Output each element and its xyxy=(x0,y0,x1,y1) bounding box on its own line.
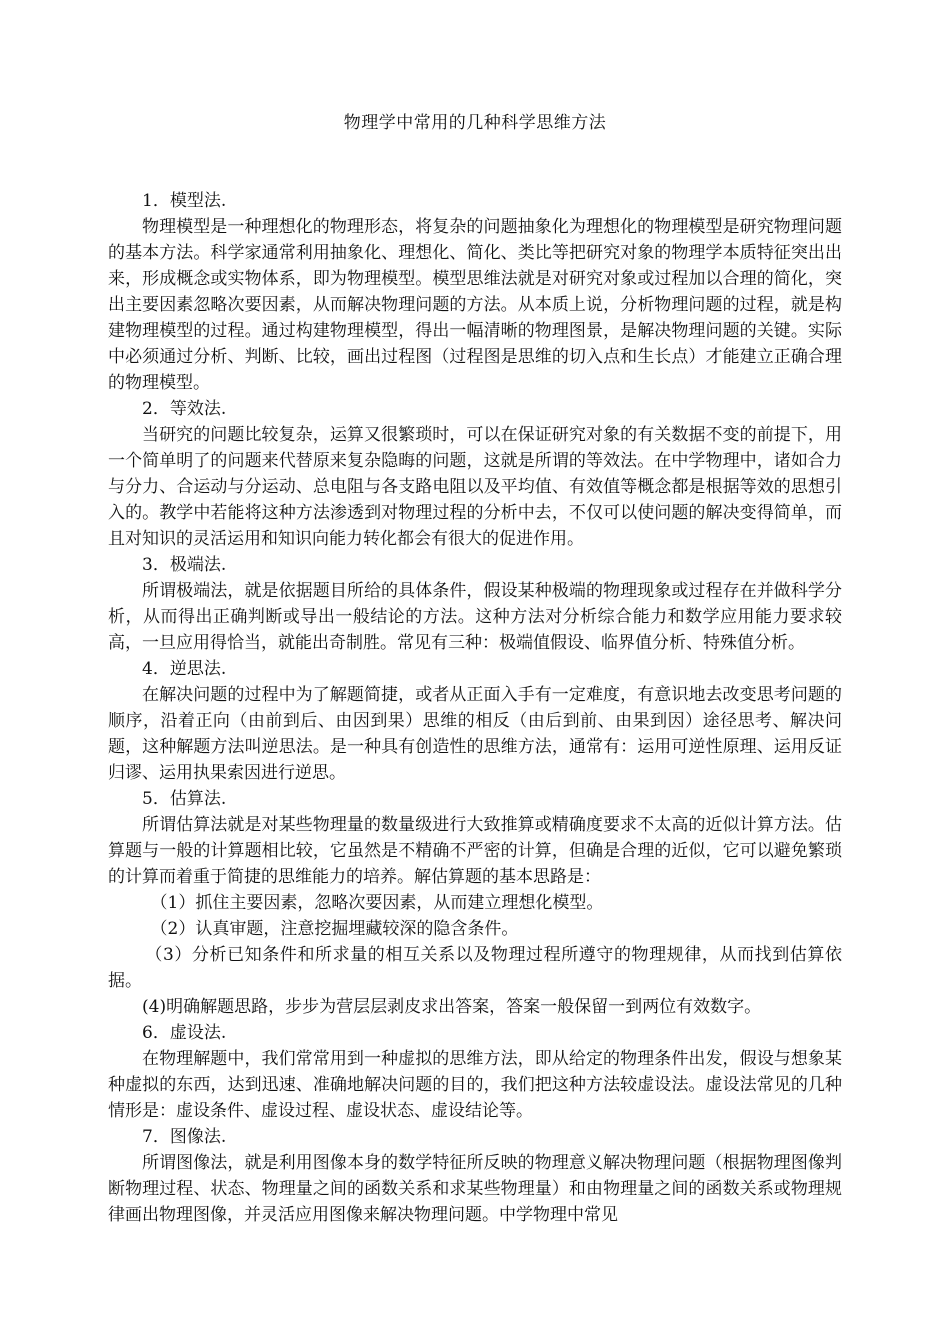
section-paragraph: 当研究的问题比较复杂，运算又很繁琐时，可以在保证研究对象的有关数据不变的前提下，用一个简单明了的问题来代替原来复杂隐晦的问题，这就是所谓的等效法。在中学物理中，诸如合力与分力、合运动与分运动、总电阻与各支路电阻以及平均值、有效值等概念都是根据等效的思想引入的。教学中若能将这种方法渗透到对物理过程的分析中去，不仅可以使问题的解决变得简单，而且对知识的灵活运用和知识向能力转化都会有很大的促进作用。 xyxy=(108,425,842,549)
section-extreme xyxy=(108,552,842,656)
section-heading: 6．虚设法. xyxy=(142,1023,227,1043)
section-heading: 5．估算法. xyxy=(142,789,227,809)
step-item: （1）抓住主要因素，忽略次要因素，从而建立理想化模型。 xyxy=(150,893,604,913)
section-paragraph: 在物理解题中，我们常常用到一种虚拟的思维方法，即从给定的物理条件出发，假设与想象某种虚拟的东西，达到迅速、准确地解决问题的目的，我们把这种方法较虚设法。虚设法常见的几种情形是：虚设条件、虚设过程、虚设状态、虚设结论等。 xyxy=(108,1049,842,1121)
step-item: （2）认真审题，注意挖掘埋藏较深的隐含条件。 xyxy=(150,919,519,939)
section-paragraph: 所谓图像法，就是利用图像本身的数学特征所反映的物理意义解决物理问题（根据物理图像判断物理过程、状态、物理量之间的函数关系和求某些物理量）和由物理量之间的函数关系或物理规律画出物理图像，并灵活应用图像来解决物理问题。中学物理中常见 xyxy=(108,1153,842,1225)
section-heading: 4．逆思法. xyxy=(142,659,227,679)
step-item: （3）分析已知条件和所求量的相互关系以及物理过程所遵守的物理规律，从而找到估算依据。 xyxy=(108,945,842,991)
section-model xyxy=(108,188,842,396)
section-paragraph: 物理模型是一种理想化的物理形态，将复杂的问题抽象化为理想化的物理模型是研究物理问题的基本方法。科学家通常利用抽象化、理想化、简化、类比等把研究对象的物理学本质特征突出出来，形成概念或实物体系，即为物理模型。模型思维法就是对研究对象或过程加以合理的简化，突出主要因素忽略次要因素，从而解决物理问题的方法。从本质上说，分析物理问题的过程，就是构建物理模型的过程。通过构建物理模型，得出一幅清晰的物理图景，是解决物理问题的关键。实际中必须通过分析、判断、比较，画出过程图（过程图是思维的切入点和生长点）才能建立正确合理的物理模型。 xyxy=(108,217,842,393)
document-title: 物理学中常用的几种科学思维方法 xyxy=(343,113,607,133)
step-item: (4)明确解题思路，步步为营层层剥皮求出答案，答案一般保留一到两位有效数字。 xyxy=(142,997,762,1017)
section-heading: 2．等效法. xyxy=(142,399,227,419)
section-paragraph: 所谓极端法，就是依据题目所给的具体条件，假设某种极端的物理现象或过程存在并做科学分析，从而得出正确判断或导出一般结论的方法。这种方法对分析综合能力和数学应用能力要求较高，一旦应用得恰当，就能出奇制胜。常见有三种：极端值假设、临界值分析、特殊值分析。 xyxy=(108,581,842,653)
section-estimation xyxy=(108,786,842,1020)
section-graph xyxy=(108,1124,842,1228)
section-hypothetical xyxy=(108,1020,842,1124)
document-page xyxy=(108,110,842,1228)
section-reverse-thinking xyxy=(108,656,842,786)
section-paragraph: 所谓估算法就是对某些物理量的数量级进行大致推算或精确度要求不太高的近似计算方法。估算题与一般的计算题相比较，它虽然是不精确不严密的计算，但确是合理的近似，它可以避免繁琐的计算而着重于简捷的思维能力的培养。解估算题的基本思路是： xyxy=(108,815,842,887)
section-heading: 3．极端法. xyxy=(142,555,227,575)
section-heading: 1．模型法. xyxy=(142,191,227,211)
section-equivalence xyxy=(108,396,842,552)
section-paragraph: 在解决问题的过程中为了解题简捷，或者从正面入手有一定难度，有意识地去改变思考问题的顺序，沿着正向（由前到后、由因到果）思维的相反（由后到前、由果到因）途径思考、解决问题，这种解题方法叫逆思法。是一种具有创造性的思维方法，通常有：运用可逆性原理、运用反证归谬、运用执果索因进行逆思。 xyxy=(108,685,842,783)
section-heading: 7．图像法. xyxy=(142,1127,227,1147)
